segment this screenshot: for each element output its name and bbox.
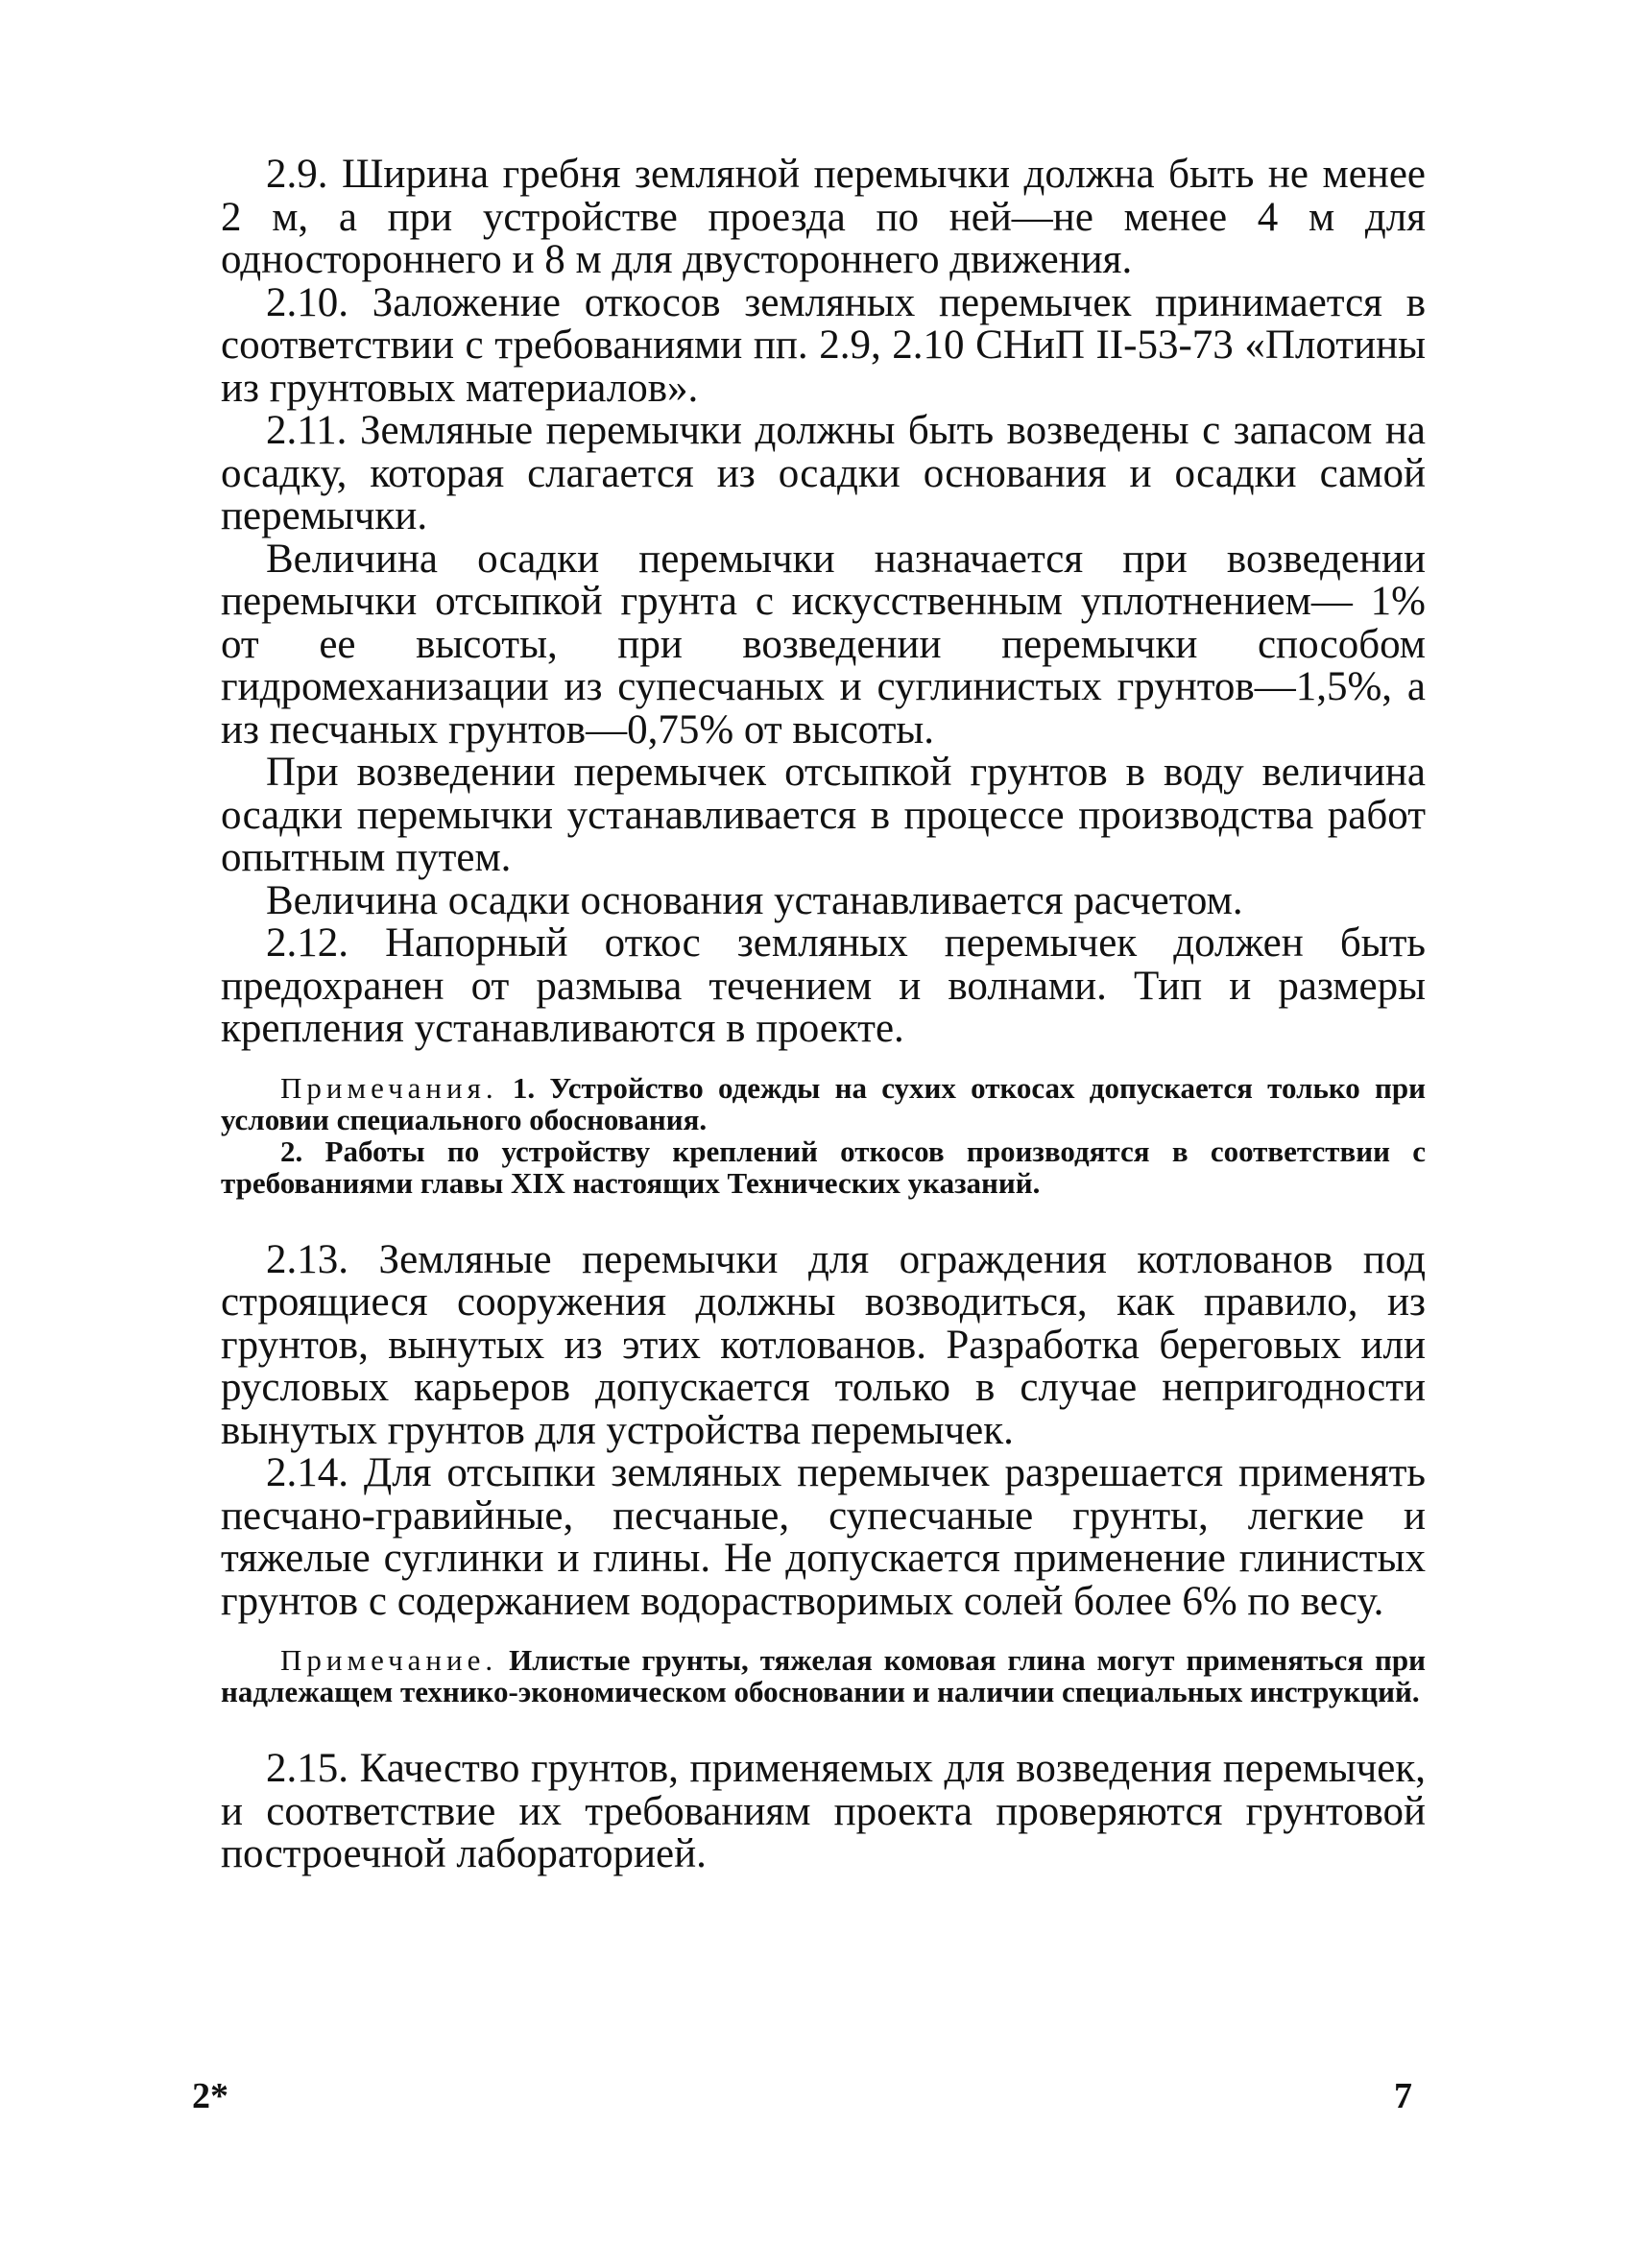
signature-mark: 2* (192, 2076, 228, 2116)
note-text: 1. Устройство одежды на сухих откосах допускается только при условии специального обоснования. (221, 1070, 1427, 1136)
page-number: 7 (1394, 2076, 1412, 2116)
notes-label: Примечания. (280, 1070, 498, 1105)
page-content (221, 154, 1426, 1876)
paragraph-2-11: 2.11. Земляные перемычки должны быть возведены с запасом на осадку, которая слагается из осадки основания и осадки самой перемычки. (221, 408, 1426, 538)
paragraph-2-13: 2.13. Земляные перемычки для ограждения котлованов под строящиеся сооружения должны возводиться, как правило, из грунтов, вынутых из этих котлованов. Разработка береговых или русловых карьеров допускается только в случае непригодности вынутых грунтов для устройства перемычек. (221, 1236, 1426, 1453)
note-2-14-item (221, 1644, 1426, 1707)
paragraph-2-11-water-fill: При возведении перемычек отсыпкой грунтов в воду величина осадки перемычки устанавливается в процессе производства работ опытным путем. (221, 750, 1426, 880)
note-2-14 (221, 1644, 1426, 1707)
paragraph-2-10: 2.10. Заложение откосов земляных перемычек принимается в соответствии с требованиями пп. 2.9, 2.10 СНиП II-53-73 «Плотины из грунтовых материалов». (221, 279, 1426, 411)
note-text: Илистые грунты, тяжелая комовая глина могут применяться при надлежащем технико-экономическом обосновании и наличии специальных инструкций. (221, 1643, 1426, 1708)
note-2-12-item-1 (221, 1072, 1426, 1135)
note-label: Примечание. (280, 1643, 498, 1677)
paragraph-2-9: 2.9. Ширина гребня земляной перемычки должна быть не менее 2 м, а при устройстве проезда по ней—не менее 4 м для одностороннего и 8 м для двустороннего движения. (221, 152, 1426, 282)
paragraph-2-12: 2.12. Напорный откос земляных перемычек должен быть предохранен от размыва течением и волнами. Тип и размеры крепления устанавливаются в проекте. (221, 920, 1426, 1051)
paragraph-2-11-base: Величина осадки основания устанавливается расчетом. (266, 877, 1243, 923)
paragraph-2-14: 2.14. Для отсыпки земляных перемычек разрешается применять песчано-гравийные, песчаные, супесчаные грунты, легкие и тяжелые суглинки и глины. Не допускается применение глинистых грунтов с содержанием водорастворимых солей более 6% по весу. (221, 1450, 1426, 1624)
notes-2-12 (221, 1072, 1426, 1199)
paragraph-2-15: 2.15. Качество грунтов, применяемых для возведения перемычек, и соответствие их требованиям проекта проверяются грунтовой построечной лабораторией. (221, 1746, 1426, 1876)
paragraph-2-11-settlement: Величина осадки перемычки назначается при возведении перемычки отсыпкой грунта с искусственным уплотнением— 1% от ее высоты, при возведении перемычки способом гидромеханизации из супесчаных и суглинистых грунтов—1,5%, а из песчаных грунтов—0,75% от высоты. (221, 536, 1426, 752)
note-2-12-item-2: 2. Работы по устройству креплений откосов производятся в соответствии с требованиями главы XIX настоящих Технических указаний. (221, 1134, 1426, 1200)
